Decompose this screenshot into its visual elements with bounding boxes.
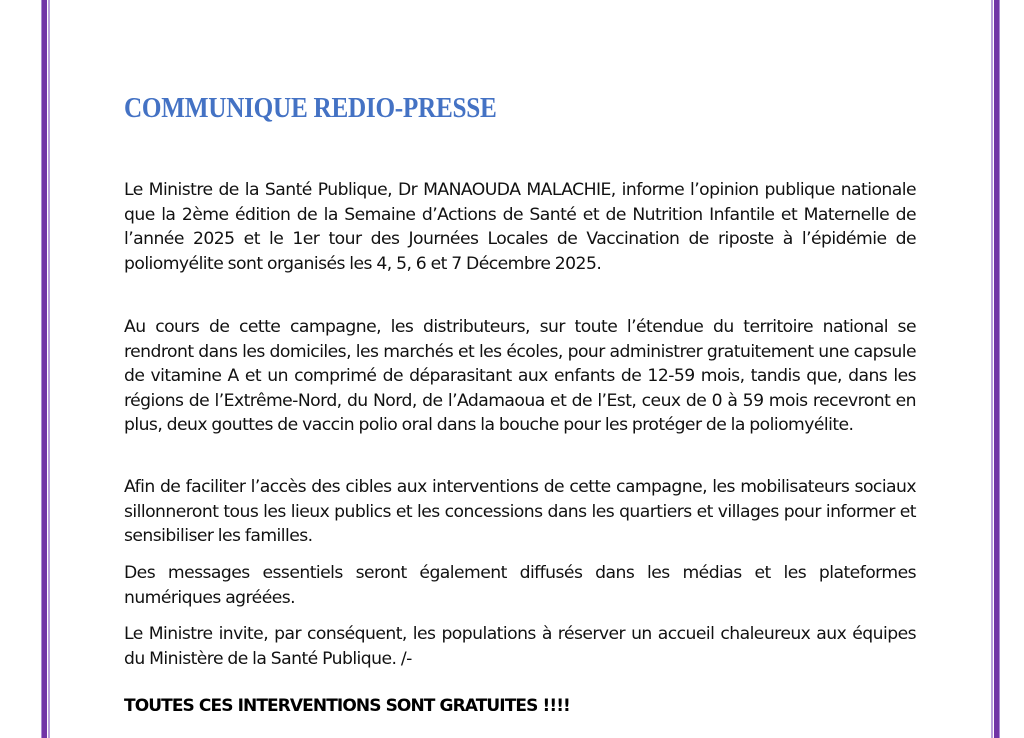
paragraph-media-messages: Des messages essentiels seront également diffusés dans les médias et les plateformes numériques agréées. xyxy=(124,563,916,608)
page-border-left xyxy=(41,0,50,738)
paragraph-announcement: Le Ministre de la Santé Publique, Dr MANAOUDA MALACHIE, informe l’opinion publique nationale que la 2ème édition de la Semaine d’Actions de Santé et de Nutrition Infantile et Maternelle de l’année 2025 et le 1er tour des Journées Locales de Vaccination de riposte à l’épidémie de poliomyélite sont organisés les 4, 5, 6 et 7 Décembre 2025. xyxy=(124,180,916,274)
page-border-right xyxy=(991,0,1000,738)
closing-statement: TOUTES CES INTERVENTIONS SONT GRATUITES !!!! xyxy=(124,696,570,716)
paragraph-invitation: Le Ministre invite, par conséquent, les populations à réserver un accueil chaleureux aux équipes du Ministère de la Santé Publique. /- xyxy=(124,624,916,669)
paragraph-campaign-details: Au cours de cette campagne, les distributeurs, sur toute l’étendue du territoire national se rendront dans les domiciles, les marchés et les écoles, pour administrer gratuitement une capsule de vitamine A et un comprimé de déparasitant aux enfants de 12-59 mois, tandis que, dans les régions de l’Extrême-Nord, du Nord, de l’Adamaoua et de l’Est, ceux de 0 à 59 mois recevront en plus, deux gouttes de vaccin polio oral dans la bouche pour les protéger de la poliomyélite. xyxy=(124,317,916,436)
document-title: COMMUNIQUE REDIO-PRESSE xyxy=(124,93,497,124)
paragraph-social-mobilizers: Afin de faciliter l’accès des cibles aux interventions de cette campagne, les mobilisateurs sociaux sillonneront tous les lieux publics et les concessions dans les quartiers et villages pour informer et sensibiliser les familles. xyxy=(124,477,916,547)
